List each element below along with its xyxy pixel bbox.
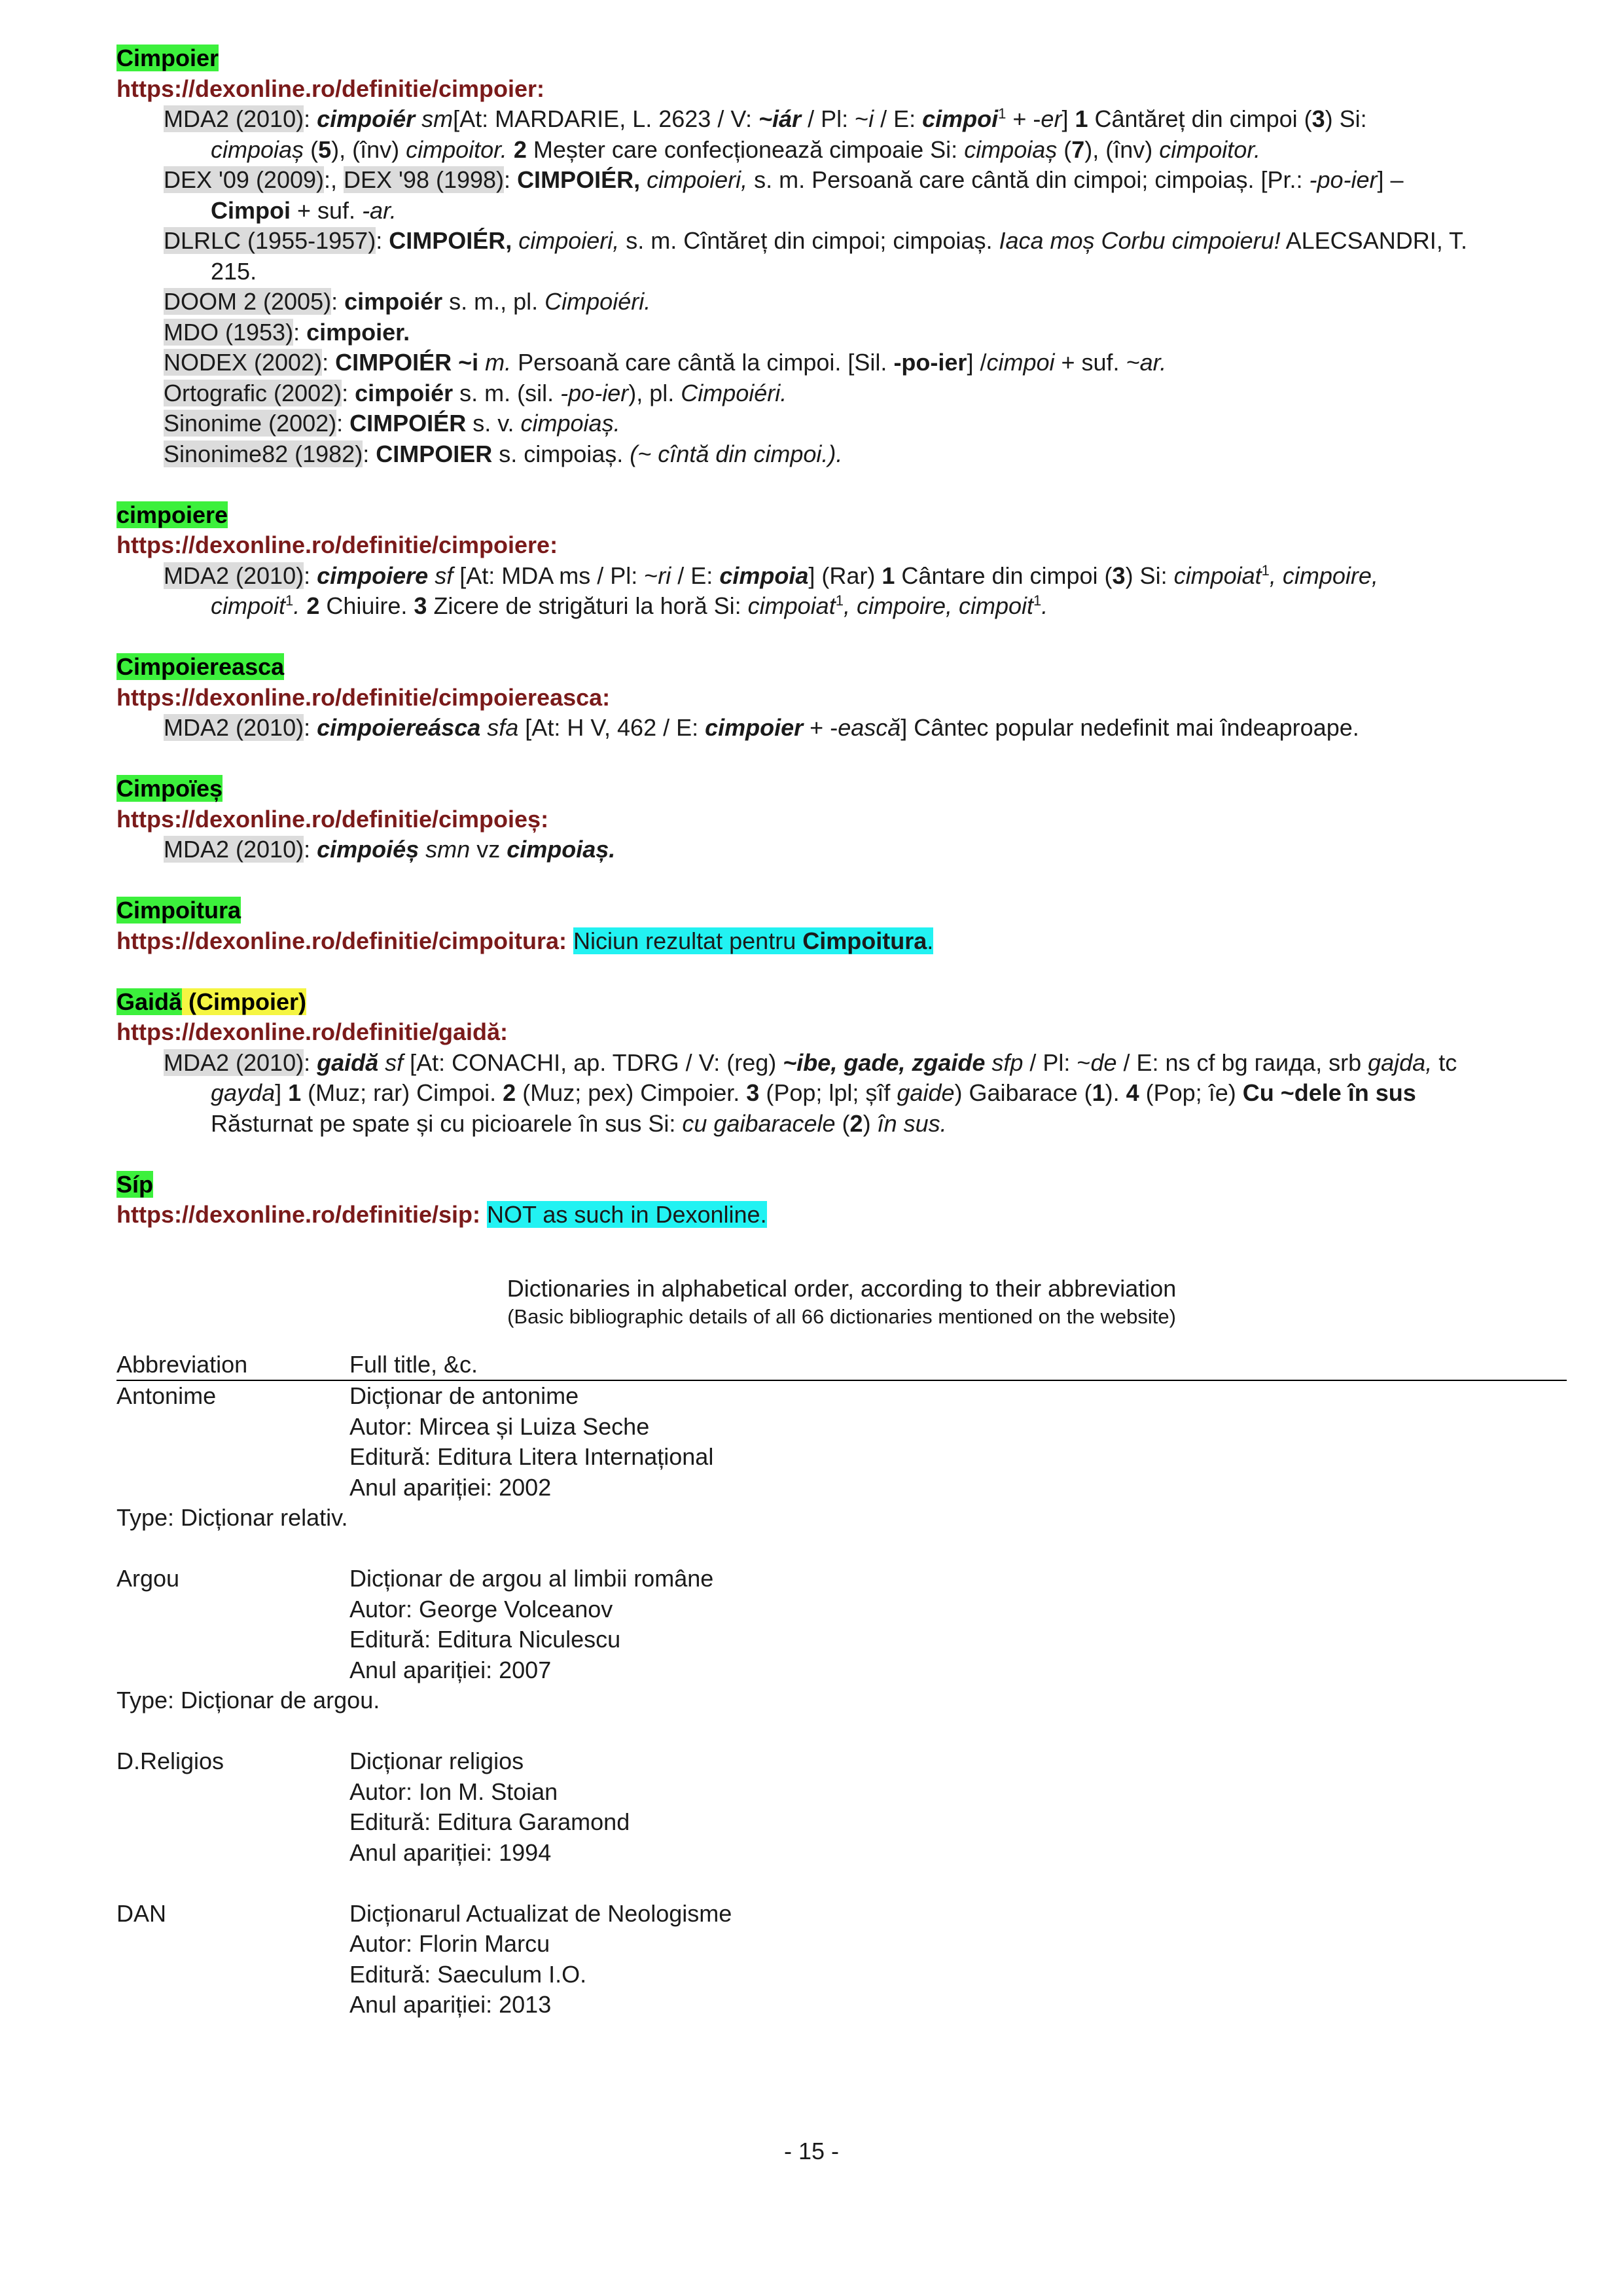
dictionary-detail: Anul apariției: 1994	[349, 1839, 552, 1866]
source-label[interactable]: Sinonime82 (1982)	[164, 440, 363, 467]
entry-block	[116, 500, 1567, 622]
no-result-note: NOT as such in Dexonline.	[487, 1201, 767, 1228]
source-label[interactable]: DEX '98 (1998)	[344, 166, 505, 193]
entry-headword: Cimpoitura	[116, 897, 241, 924]
dictionaries-table-header	[116, 1350, 1567, 1381]
source-label[interactable]: NODEX (2002)	[164, 349, 323, 376]
dictionary-row	[116, 1838, 1567, 1869]
entry-headword: Cimpoïeș	[116, 775, 223, 802]
source-label[interactable]: MDA2 (2010)	[164, 1049, 304, 1076]
dictionary-row	[116, 1624, 1567, 1655]
dictionary-abbreviation: Antonime	[116, 1382, 217, 1409]
definition-continuation: Răsturnat pe spate și cu picioarele în sus Si: cu gaibaracele (2) în sus.	[211, 1109, 947, 1137]
entry-block	[116, 43, 1567, 469]
dictionary-detail: Dicționarul Actualizat de Neologisme	[349, 1899, 732, 1927]
entry-url[interactable]: https://dexonline.ro/definitie/gaidă:	[116, 1018, 508, 1045]
dictionary-detail: Autor: Mircea și Luiza Seche	[349, 1412, 650, 1440]
dictionary-detail: Editură: Saeculum I.O.	[349, 1960, 587, 1988]
entry-headword: Gaidă (Cimpoier)	[116, 988, 307, 1015]
dictionary-detail: Editură: Editura Litera Internațional	[349, 1443, 714, 1470]
dictionary-row	[116, 1442, 1567, 1473]
dictionary-row	[116, 1960, 1567, 1990]
dictionary-detail: Autor: Florin Marcu	[349, 1930, 550, 1957]
dictionary-row	[116, 1412, 1567, 1443]
source-label[interactable]: MDA2 (2010)	[164, 714, 304, 741]
col-abbreviation: Abbreviation	[116, 1351, 248, 1378]
entry-url[interactable]: https://dexonline.ro/definitie/cimpoitura: Niciun rezultat pentru Cimpoitura.	[116, 927, 934, 954]
definition-line: MDA2 (2010): cimpoiereásca sfa [At: H V, 462 / E: cimpoier + -ească] Cântec popular nedefinit mai îndeaproape.	[164, 714, 1359, 741]
dictionary-row	[116, 1655, 1567, 1686]
dictionary-row	[116, 1990, 1567, 2020]
definition-line: DLRLC (1955-1957): CIMPOIÉR, cimpoieri, s. m. Cîntăreț din cimpoi; cimpoiaș. Iaca moș Corbu cimpoieru! ALECSANDRI, T.	[164, 227, 1468, 254]
definition-line: Sinonime82 (1982): CIMPOIER s. cimpoiaș. (~ cîntă din cimpoi.).	[164, 440, 843, 467]
entry-block	[116, 987, 1567, 1139]
source-label[interactable]: DLRLC (1955-1957)	[164, 227, 376, 254]
dictionary-abbreviation: D.Religios	[116, 1748, 224, 1774]
entry-block	[116, 895, 1567, 956]
source-label[interactable]: MDA2 (2010)	[164, 562, 304, 589]
entry-block	[116, 1170, 1567, 1230]
definition-line: MDA2 (2010): cimpoiér sm[At: MARDARIE, L. 2623 / V: ~iár / Pl: ~i / E: cimpoi$^1$ + -er] 1 Cântăreț din cimpoi (3) Si:	[164, 105, 1367, 132]
definition-line: MDA2 (2010): gaidă sf [At: CONACHI, ap. TDRG / V: (reg) ~ibe, gade, zgaide sfp / Pl: ~de / E: ns cf bg гаида, srb gajda, tc	[164, 1049, 1457, 1076]
dictionary-row	[116, 1777, 1567, 1808]
dictionary-detail: Dicționar de antonime	[349, 1382, 579, 1409]
dictionary-type: Type: Dicționar de argou.	[116, 1687, 380, 1713]
definition-line: MDO (1953): cimpoier.	[164, 318, 410, 346]
entry-url[interactable]: https://dexonline.ro/definitie/sip: NOT as such in Dexonline.	[116, 1201, 767, 1228]
entry-block	[116, 652, 1567, 744]
dictionary-detail: Editură: Editura Garamond	[349, 1808, 630, 1835]
dictionaries-subtitle: (Basic bibliographic details of all 66 dictionaries mentioned on the website)	[507, 1305, 1176, 1328]
definition-continuation: gayda] 1 (Muz; rar) Cimpoi. 2 (Muz; pex) Cimpoier. 3 (Pop; lpl; șîf gaide) Gaibarace (1). 4 (Pop; îe) Cu ~dele în sus	[211, 1079, 1416, 1106]
dictionary-abbreviation: Argou	[116, 1565, 180, 1592]
entry-url[interactable]: https://dexonline.ro/definitie/cimpoieș:	[116, 805, 549, 833]
dictionaries-table-body	[116, 1381, 1567, 2020]
page-number: - 15 -	[783, 2138, 840, 2164]
dictionary-row	[116, 1807, 1567, 1838]
dictionary-row	[116, 1746, 1567, 1777]
source-label[interactable]: MDO (1953)	[164, 318, 294, 346]
entry-headword: Cimpoier	[116, 45, 219, 71]
dictionary-detail: Anul apariției: 2013	[349, 1991, 552, 2018]
dictionary-row	[116, 1899, 1567, 1929]
definition-line: NODEX (2002): CIMPOIÉR ~i m. Persoană care cântă la cimpoi. [Sil. -po-ier] /cimpoi + suf. ~ar.	[164, 349, 1167, 376]
definition-line: Sinonime (2002): CIMPOIÉR s. v. cimpoiaș.	[164, 410, 620, 437]
entry-headword: cimpoiere	[116, 501, 228, 528]
entry-url[interactable]: https://dexonline.ro/definitie/cimpoiere:	[116, 531, 558, 558]
dictionary-detail: Dicționar de argou al limbii române	[349, 1565, 714, 1592]
source-label[interactable]: Sinonime (2002)	[164, 410, 337, 437]
col-full-title: Full title, &c.	[349, 1351, 478, 1378]
dictionary-row	[116, 1381, 1567, 1412]
no-result-note: Niciun rezultat pentru Cimpoitura.	[573, 927, 934, 954]
definition-continuation: 215.	[211, 257, 257, 285]
dictionary-detail: Autor: Ion M. Stoian	[349, 1778, 558, 1805]
dictionary-row	[116, 1473, 1567, 1503]
source-label[interactable]: MDA2 (2010)	[164, 836, 304, 863]
dictionary-detail: Dicționar religios	[349, 1748, 524, 1774]
dictionary-detail: Anul apariției: 2002	[349, 1473, 552, 1501]
dictionary-abbreviation: DAN	[116, 1899, 167, 1927]
dictionary-row	[116, 1564, 1567, 1594]
definition-line: DOOM 2 (2005): cimpoiér s. m., pl. Cimpoiéri.	[164, 288, 651, 315]
definition-line: MDA2 (2010): cimpoiere sf [At: MDA ms / Pl: ~ri / E: cimpoia] (Rar) 1 Cântare din cimpoi (3) Si: cimpoiat$^1$, cimpoire,	[164, 562, 1378, 589]
entry-block	[116, 774, 1567, 865]
dictionary-detail: Anul apariției: 2007	[349, 1656, 552, 1683]
definition-line: DEX '09 (2009):, DEX '98 (1998): CIMPOIÉR, cimpoieri, s. m. Persoană care cântă din cimpoi; cimpoiaș. [Pr.: -po-ier] –	[164, 166, 1404, 193]
definition-line: MDA2 (2010): cimpoiéș smn vz cimpoiaș.	[164, 836, 616, 863]
definition-continuation: Cimpoi + suf. -ar.	[211, 196, 397, 224]
source-label[interactable]: DEX '09 (2009)	[164, 166, 325, 193]
dictionaries-title: Dictionaries in alphabetical order, according to their abbreviation	[507, 1274, 1177, 1302]
dictionary-entries	[116, 43, 1567, 1230]
document-page	[116, 43, 1567, 2020]
entry-headword: Síp	[116, 1170, 154, 1198]
definition-continuation: cimpoiaș (5), (înv) cimpoitor. 2 Meșter care confecționează cimpoaie Si: cimpoiaș (7), (înv) cimpoitor.	[211, 135, 1260, 163]
dictionary-row	[116, 1594, 1567, 1625]
definition-line: Ortografic (2002): cimpoiér s. m. (sil. -po-ier), pl. Cimpoiéri.	[164, 379, 787, 406]
entry-url[interactable]: https://dexonline.ro/definitie/cimpoier:	[116, 75, 545, 102]
dictionary-row	[116, 1929, 1567, 1960]
source-label[interactable]: Ortografic (2002)	[164, 379, 342, 406]
source-label[interactable]: DOOM 2 (2005)	[164, 288, 332, 315]
definition-continuation: cimpoit$^1$. 2 Chiuire. 3 Zicere de strigături la horă Si: cimpoiat$^1$, cimpoire, cimpoit$^1$.	[211, 592, 1048, 619]
entry-headword: Cimpoiereasca	[116, 653, 285, 680]
dictionary-type: Type: Dicționar relativ.	[116, 1504, 348, 1531]
dictionary-detail: Autor: George Volceanov	[349, 1595, 613, 1623]
entry-url[interactable]: https://dexonline.ro/definitie/cimpoiereasca:	[116, 683, 611, 711]
dictionary-detail: Editură: Editura Niculescu	[349, 1626, 621, 1653]
source-label[interactable]: MDA2 (2010)	[164, 105, 304, 132]
